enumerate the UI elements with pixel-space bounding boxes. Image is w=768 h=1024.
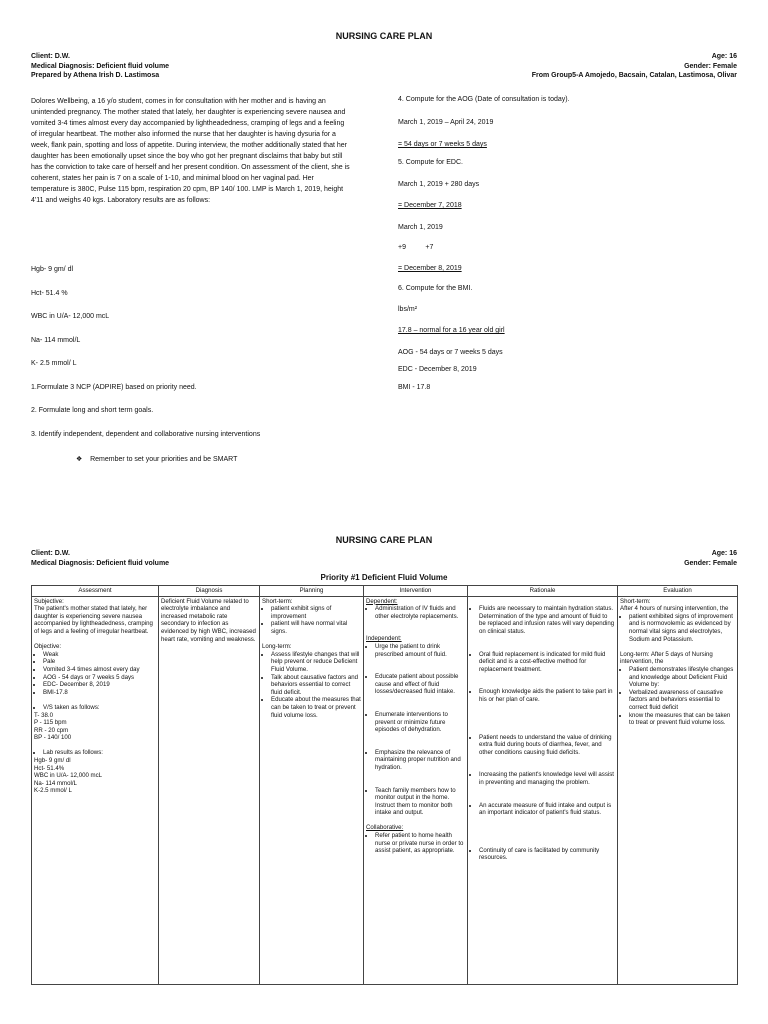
client-name: Client: D.W. (31, 53, 70, 60)
list-item: • Educate patient about possible cause and effect of fluid losses/decreased fluid intake. (375, 673, 465, 696)
rationale-cell (468, 596, 618, 984)
edc-calc: March 1, 2019 + 280 days (398, 181, 480, 188)
bmi-unit: lbs/m² (398, 306, 418, 313)
summary-aog: AOG - 54 days or 7 weeks 5 days (398, 349, 503, 356)
summary-bmi: BMI - 17.8 (398, 384, 431, 391)
medical-diagnosis: Medical Diagnosis: Deficient fluid volume (31, 62, 170, 70)
vs-label: • V/S taken as follows: (43, 704, 156, 712)
header-planning: Planning (260, 586, 364, 597)
page2-patient-info (684, 549, 737, 568)
vs-bp: BP - 140/ 100 (34, 734, 72, 742)
list-item: • Increasing the patient's knowledge level will assist in preventing and managing the problem. (479, 771, 615, 786)
collaborative-list (366, 832, 465, 855)
vs-heading (34, 704, 156, 712)
list-item: • AOG - 54 days or 7 weeks 5 days (43, 674, 156, 682)
edc-lmp: March 1, 2019 (398, 224, 443, 231)
medical-diagnosis-2: Medical Diagnosis: Deficient fluid volume (31, 559, 170, 567)
aog-question: 4. Compute for the AOG (Date of consultation is today). (398, 96, 570, 103)
gender: Gender: Female (684, 62, 737, 70)
edc-question: 5. Compute for EDC. (398, 159, 463, 166)
evaluation-short-label: Short-term: (620, 597, 651, 605)
evaluation-short-list (620, 613, 735, 643)
independent-list (366, 643, 465, 817)
lab-result: Hgb- 9 gm/ dl (34, 757, 71, 765)
lab-hct: Hct- 51.4 % (31, 290, 68, 297)
reminder-text: Remember to set your priorities and be SMART (90, 456, 238, 463)
lab-result: WBC in U/A- 12,000 mcL (34, 772, 103, 780)
case-scenario: Dolores Wellbeing, a 16 y/o student, comes in for consultation with her mother and is having an unintended pregnancy. The mother stated that lately, her daughter is experiencing severe nausea and vomited 3-4 times almost every day accompanied by lightheadedness, cramping of legs and a feeling of irregular heartbeat. The mother also informed the nurse that her daughter is having dysuria for a week, flank pain, spotting and loss of appetite. During interview, the mother additionally stated that her daughter has been emotionally upset since the boy who got her pregnant disclaims that baby but still has the conviction to take care of herself and her present condition. On assessment of the client, she is coherent, states her pain is 7 on a scale of 1-10, and minimal blood on her vaginal pad. Her temperature is 380C, Pulse 115 bpm, respiration 20 cpm, BP 140/ 100. LMP is March 1, 2019, height 4'11 and weighs 40 kgs. Laboratory results are as follows: (31, 98, 350, 204)
lab-label: • Lab results as follows: (43, 749, 156, 757)
list-item: • patient exhibited signs of improvement and is normovolemic as evidenced by normal vital signs and electrolytes, Sodium and Potassium. (629, 613, 735, 643)
subjective-label: Subjective: (34, 597, 64, 605)
objective-label: Objective: (34, 643, 62, 651)
list-item: • know the measures that can be taken to treat or prevent fluid volume loss. (629, 712, 735, 727)
list-item: • Enough knowledge aids the patient to take part in his or her plan of care. (479, 688, 615, 703)
list-item: • Assess lifestyle changes that will help prevent or reduce Deficient Fluid Volume. (271, 651, 361, 674)
list-item: • Administration of IV fluids and other electrolyte replacements. (375, 605, 465, 620)
task-2: 2. Formulate long and short term goals. (31, 407, 154, 414)
priority-title: Priority #1 Deficient Fluid Volume (320, 573, 448, 582)
header-rationale: Rationale (468, 586, 618, 597)
vs-p: P - 115 bpm (34, 719, 67, 727)
lab-wbc: WBC in U/A- 12,000 mcL (31, 313, 110, 320)
aog-dates: March 1, 2019 – April 24, 2019 (398, 119, 494, 126)
list-item: • Emphasize the relevance of maintaining proper nutrition and hydration. (375, 749, 465, 772)
evaluation-long-label: Long-term: After 5 days of Nursing intervention, the (620, 650, 713, 666)
assessment-cell (32, 596, 159, 984)
planning-short-label: Short-term: (262, 597, 293, 605)
gender-2: Gender: Female (684, 559, 737, 567)
rationale-list (470, 605, 615, 862)
header-assessment: Assessment (32, 586, 159, 597)
care-plan-table (31, 585, 738, 985)
diagnosis-cell (159, 596, 260, 984)
list-item: • Weak (43, 651, 156, 659)
page1-title: NURSING CARE PLAN (335, 31, 433, 41)
list-item: • Teach family members how to monitor output in the home. Instruct them to monitor both intake and output. (375, 787, 465, 817)
page1-patient-info (532, 52, 737, 81)
header-intervention: Intervention (364, 586, 468, 597)
table-row (32, 596, 738, 984)
list-item: • Oral fluid replacement is indicated for mild fluid deficit and is a cost-effective method for replacement treatment. (479, 651, 615, 674)
list-item: • Fluids are necessary to maintain hydration status. Determination of the type and amount of fluid to be replaced and infusion rates will vary depending on clinical status. (479, 605, 615, 635)
client-name-2: Client: D.W. (31, 550, 70, 557)
page2-client-info (31, 549, 169, 568)
group-members: From Group5-A Amojedo, Bacsain, Catalan, Lastimosa, Olivar (531, 72, 737, 79)
task-1: 1.Formulate 3 NCP (ADPIRE) based on priority need. (31, 384, 197, 391)
age-2: Age: 16 (711, 550, 737, 557)
nursing-diagnosis: Deficient Fluid Volume related to electrolyte imbalance and increased metabolic rate secondary to infection as evidenced by high WBC, increased heart rate, vomiting and weakness. (161, 597, 256, 643)
lab-hgb: Hgb- 9 gm/ dl (31, 266, 74, 273)
lab-na: Na- 114 mmol/L (31, 337, 81, 344)
page1-client-info (31, 52, 169, 81)
list-item: • patient will have normal vital signs. (271, 620, 361, 635)
bmi-question: 6. Compute for the BMI. (398, 285, 473, 292)
independent-label: Independent: (366, 635, 402, 643)
diamond-bullet-icon: ❖ (76, 456, 83, 463)
planning-short-list (262, 605, 361, 635)
evaluation-short-intro: After 4 hours of nursing intervention, the (620, 605, 729, 613)
dependent-label: Dependent: (366, 597, 398, 605)
lab-k: K- 2.5 mmol/ L (31, 360, 77, 367)
edc-naegele: +9 +7 (398, 244, 434, 251)
lab-result: Hct- 51.4% (34, 764, 65, 772)
lab-result: K-2.5 mmol/ L (34, 787, 72, 795)
list-item: • BMI-17.8 (43, 689, 156, 697)
summary-edc: EDC - December 8, 2019 (398, 366, 477, 373)
edc-answer-2: = December 8, 2019 (398, 265, 462, 272)
lab-heading (34, 749, 156, 757)
list-item: • Vomited 3-4 times almost every day (43, 666, 156, 674)
subjective-text: The patient's mother stated that lately, her daughter is experiencing severe nausea accompanied by lightheadedness, cramping of legs and a feeling of irregular heartbeat. (34, 605, 153, 635)
list-item: • Patient needs to understand the value of drinking extra fluid during bouts of diarrhea, fever, and other conditions causing fluid deficits. (479, 734, 615, 757)
intervention-cell (364, 596, 468, 984)
evaluation-long-list (620, 666, 735, 727)
list-item: • EDC- December 8, 2019 (43, 681, 156, 689)
header-evaluation: Evaluation (618, 586, 738, 597)
list-item: • Talk about causative factors and behaviors essential to correct fluid deficit. (271, 674, 361, 697)
list-item: • Educate about the measures that can be taken to treat or prevent fluid volume loss. (271, 696, 361, 719)
list-item: • Verbalized awareness of causative factors and behaviors essential to correct fluid deficit (629, 689, 735, 712)
list-item: • An accurate measure of fluid intake and output is an important indicator of patient's fluid status. (479, 802, 615, 817)
list-item: • Refer patient to home health nurse or private nurse in order to assist patient, as appropriate. (375, 832, 465, 855)
list-item: • Enumerate interventions to prevent or minimize future episodes of dehydration. (375, 711, 465, 734)
objective-list (34, 651, 156, 697)
vs-rr: RR - 20 cpm (34, 726, 69, 734)
planning-long-label: Long-term: (262, 643, 292, 651)
list-item: • patient exhibit signs of improvement (271, 605, 361, 620)
dependent-list (366, 605, 465, 620)
list-item: • Continuity of care is facilitated by community resources. (479, 847, 615, 862)
planning-long-list (262, 651, 361, 719)
page2-title: NURSING CARE PLAN (335, 535, 433, 545)
collaborative-label: Collaborative: (366, 824, 404, 832)
header-diagnosis: Diagnosis (159, 586, 260, 597)
age: Age: 16 (711, 53, 737, 60)
vs-t: T- 38.0 (34, 711, 53, 719)
bmi-answer: 17.8 – normal for a 16 year old girl (398, 327, 505, 334)
list-item: • Urge the patient to drink prescribed amount of fluid. (375, 643, 465, 658)
prepared-by: Prepared by Athena Irish D. Lastimosa (31, 72, 160, 79)
lab-result: Na- 114 mmol/L (34, 779, 77, 787)
list-item: • Pale (43, 658, 156, 666)
edc-answer-1: = December 7, 2018 (398, 202, 462, 209)
task-3: 3. Identify independent, dependent and collaborative nursing interventions (31, 431, 261, 438)
aog-answer: = 54 days or 7 weeks 5 days (398, 141, 487, 148)
planning-cell (260, 596, 364, 984)
reminder (76, 455, 237, 463)
list-item: • Patient demonstrates lifestyle changes and knowledge about Deficient Fluid Volume by: (629, 666, 735, 689)
evaluation-cell (618, 596, 738, 984)
table-header-row (32, 586, 738, 597)
